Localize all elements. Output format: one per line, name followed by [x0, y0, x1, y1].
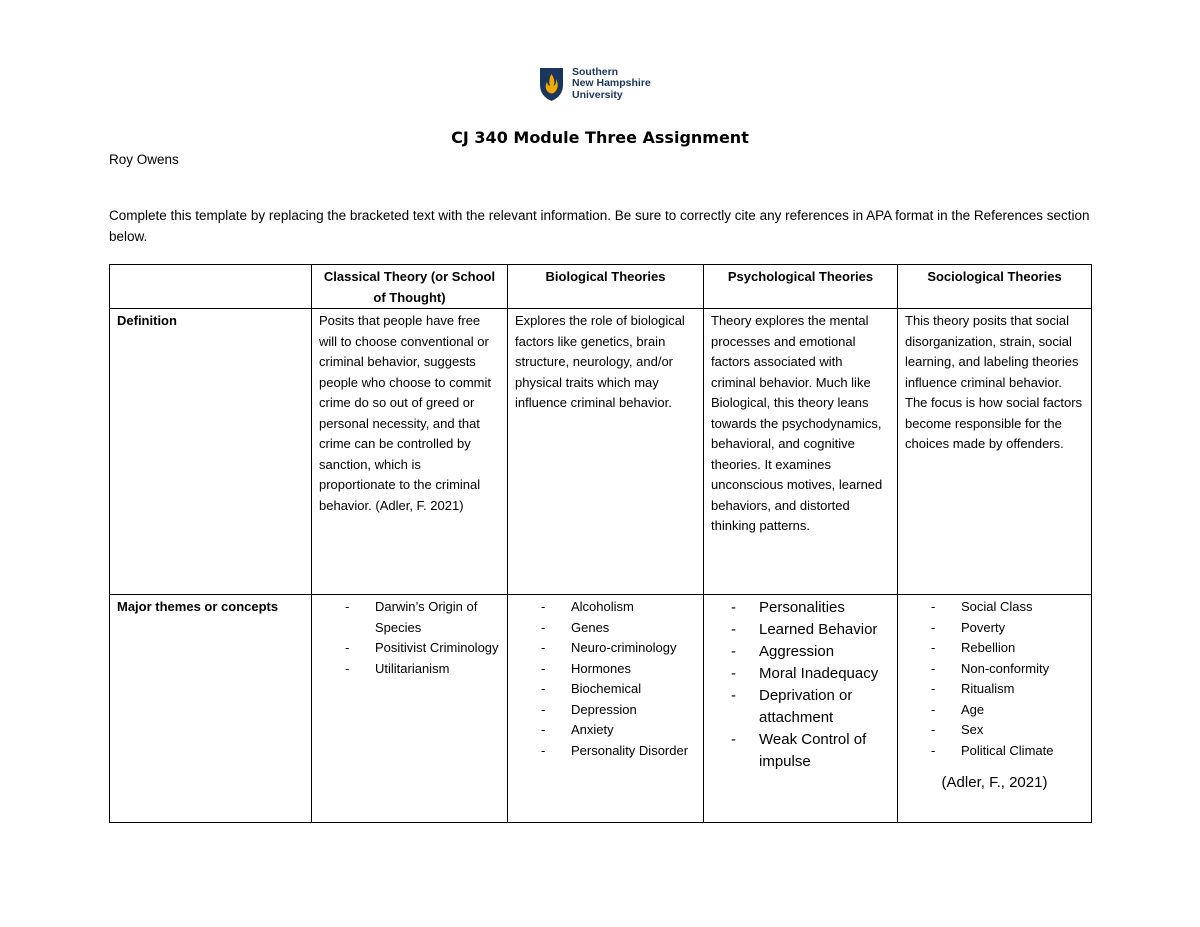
theories-table [109, 264, 1092, 823]
list-item: - Poverty [905, 618, 1084, 639]
themes-psychological-list [711, 597, 890, 773]
definition-biological: Explores the role of biological factors like genetics, brain structure, neurology, and/or physical traits which may influence criminal behavior. [508, 309, 704, 595]
list-item: - Age [905, 700, 1084, 721]
list-item: - Aggression [711, 641, 890, 663]
themes-classical-cell [312, 595, 508, 823]
list-item: - Sex [905, 720, 1084, 741]
list-item: - Political Climate [905, 741, 1084, 762]
sociological-citation: (Adler, F., 2021) [941, 774, 1048, 791]
author-name: Roy Owens [109, 152, 179, 167]
themes-label: Major themes or concepts [110, 595, 312, 823]
header-psychological: Psychological Theories [704, 265, 898, 309]
header-classical: Classical Theory (or School of Thought) [312, 265, 508, 309]
table-header-row [110, 265, 1092, 309]
list-item: - Non-conformity [905, 659, 1084, 680]
list-item: - Learned Behavior [711, 619, 890, 641]
list-item: - Hormones [515, 659, 696, 680]
university-logo [539, 66, 651, 102]
header-biological: Biological Theories [508, 265, 704, 309]
shield-flame-icon [539, 67, 564, 102]
logo-line-3: University [572, 88, 623, 101]
list-item: - Depression [515, 700, 696, 721]
list-item: - Anxiety [515, 720, 696, 741]
themes-biological-cell [508, 595, 704, 823]
definition-label: Definition [110, 309, 312, 595]
document-title: CJ 340 Module Three Assignment [451, 128, 749, 147]
themes-biological-list [515, 597, 696, 761]
list-item: - Darwin’s Origin of Species [319, 597, 500, 638]
list-item: - Ritualism [905, 679, 1084, 700]
logo-line-1: Southern [572, 65, 619, 78]
themes-row [110, 595, 1092, 823]
themes-sociological-cell [898, 595, 1092, 823]
list-item: - Neuro-criminology [515, 638, 696, 659]
list-item: - Moral Inadequacy [711, 663, 890, 685]
themes-classical-list [319, 597, 500, 679]
themes-psychological-cell [704, 595, 898, 823]
list-item: - Biochemical [515, 679, 696, 700]
header-corner-cell [110, 265, 312, 309]
logo-line-2: New Hampshire [572, 77, 651, 90]
header-sociological: Sociological Theories [898, 265, 1092, 309]
list-item: - Weak Control of impulse [711, 729, 890, 773]
definition-row [110, 309, 1092, 595]
list-item: - Genes [515, 618, 696, 639]
definition-sociological: This theory posits that social disorganization, strain, social learning, and labeling theories influence criminal behavior. The focus is how social factors become responsible for the choices made by offenders. [898, 309, 1092, 595]
list-item: - Utilitarianism [319, 659, 500, 680]
list-item: - Alcoholism [515, 597, 696, 618]
list-item: - Social Class [905, 597, 1084, 618]
instructions-paragraph: Complete this template by replacing the bracketed text with the relevant information. Be sure to correctly cite any references in APA format in the References section below. [109, 208, 1090, 244]
definition-classical: Posits that people have free will to choose conventional or criminal behavior, suggests people who choose to commit crime do so out of greed or personal necessity, and that crime can be controlled by sanction, which is proportionate to the criminal behavior. (Adler, F. 2021) [312, 309, 508, 595]
list-item: - Personality Disorder [515, 741, 696, 762]
list-item: - Deprivation or attachment [711, 685, 890, 729]
logo-wordmark [572, 67, 651, 102]
list-item: - Personalities [711, 597, 890, 619]
definition-psychological: Theory explores the mental processes and emotional factors associated with criminal behavior. Much like Biological, this theory leans towards the psychodynamics, behavioral, and cognitive theories. It examines unconscious motives, learned behaviors, and distorted thinking patterns. [704, 309, 898, 595]
list-item: - Positivist Criminology [319, 638, 500, 659]
list-item: - Rebellion [905, 638, 1084, 659]
themes-sociological-list [905, 597, 1084, 761]
